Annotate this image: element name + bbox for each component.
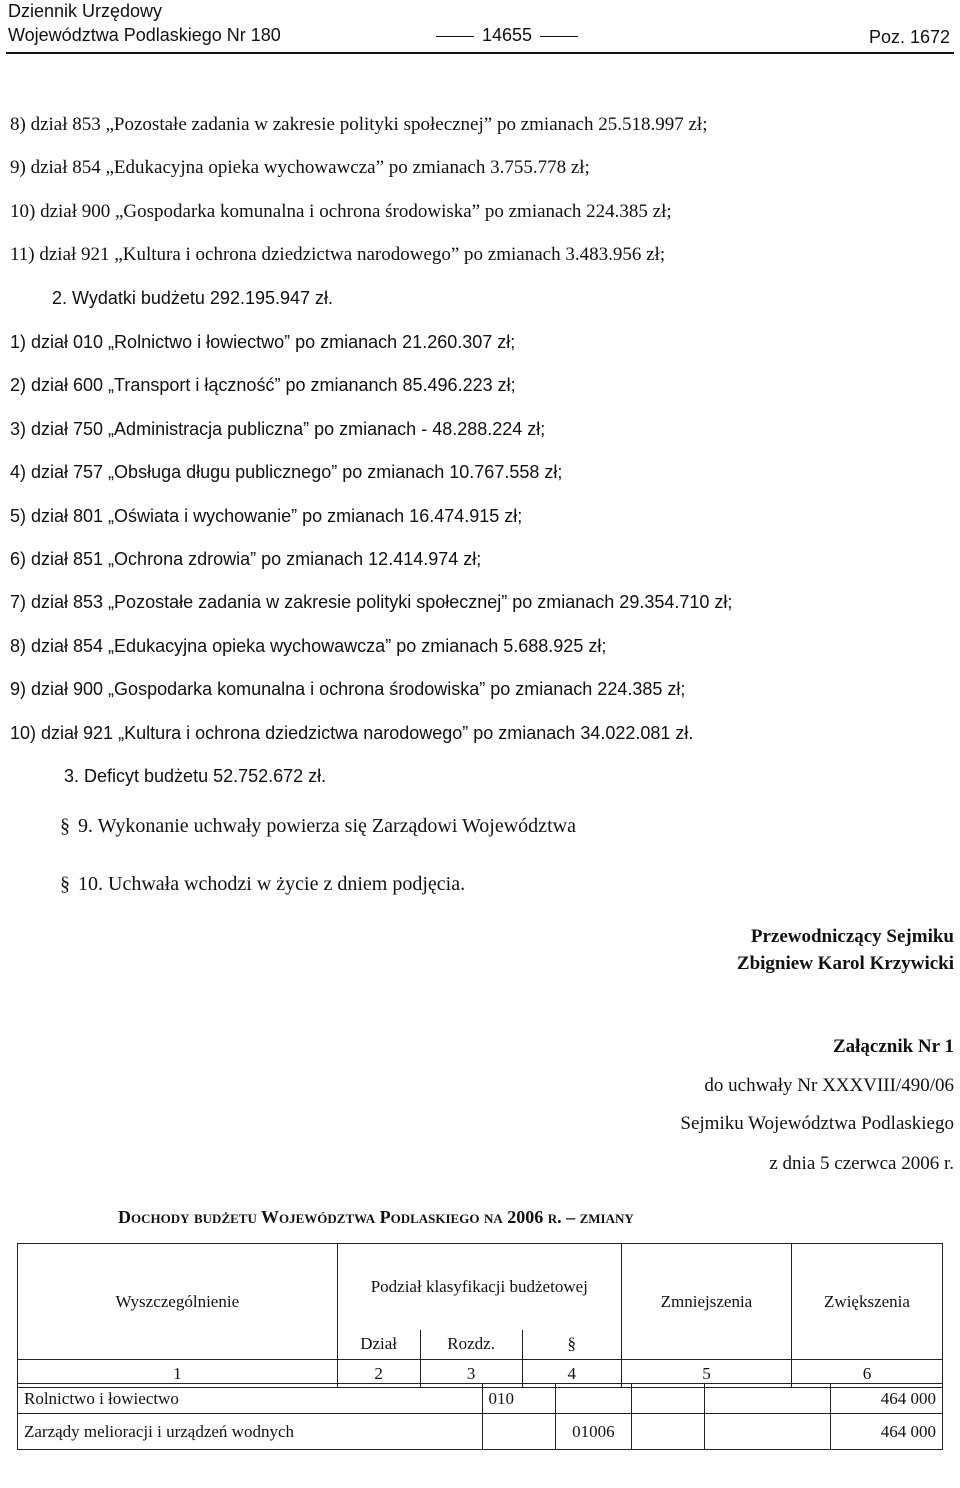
- attachment-date: z dnia 5 czerwca 2006 r.: [769, 1153, 954, 1174]
- section-9: § 9. Wykonanie uchwały powierza się Zarządowi Województwa: [60, 815, 576, 837]
- page-number: 14655: [428, 25, 586, 46]
- row-dzial: [482, 1414, 556, 1450]
- list-item: 8) dział 853 „Pozostałe zadania w zakresie polityki społecznej” po zmianach 25.518.997 zł;: [10, 114, 708, 135]
- col-increase: Zwiększenia: [791, 1244, 942, 1360]
- col-number: 2: [337, 1360, 420, 1388]
- expense-item: 10) dział 921 „Kultura i ochrona dziedzictwa narodowego” po zmianach 34.022.081 zł.: [10, 723, 694, 743]
- attachment-line: do uchwały Nr XXXVIII/490/06: [704, 1075, 954, 1096]
- row-description: Zarządy melioracji i urządzeń wodnych: [18, 1414, 483, 1450]
- table-row: [18, 1414, 943, 1450]
- col-description: Wyszczególnienie: [18, 1244, 338, 1360]
- row-description: Rolnictwo i łowiectwo: [18, 1384, 483, 1414]
- position-number: Poz. 1672: [868, 27, 950, 47]
- journal-subtitle: Województwa Podlaskiego Nr 180: [8, 25, 281, 45]
- col-rozdz: Rozdz.: [420, 1330, 522, 1360]
- table-title: Dochody budżetu Województwa Podlaskiego na 2006 r. – zmiany: [118, 1207, 634, 1227]
- expense-item: 6) dział 851 „Ochrona zdrowia” po zmianach 12.414.974 zł;: [10, 549, 482, 569]
- section-10: § 10. Uchwała wchodzi w życie z dniem podjęcia.: [60, 873, 466, 895]
- col-number: 5: [621, 1360, 791, 1388]
- col-decrease: Zmniejszenia: [621, 1244, 791, 1360]
- list-item: 10) dział 900 „Gospodarka komunalna i ochrona środowiska” po zmianach 224.385 zł;: [10, 201, 672, 222]
- expense-item: 7) dział 853 „Pozostałe zadania w zakresie polityki społecznej” po zmianach 29.354.710 zł;: [10, 592, 733, 612]
- attachment-line: Sejmiku Województwa Podlaskiego: [680, 1113, 954, 1134]
- row-dzial: 010: [482, 1384, 556, 1414]
- col-classification: Podział klasyfikacji budżetowej: [337, 1244, 621, 1330]
- attachment-title: Załącznik Nr 1: [832, 1036, 954, 1057]
- signature-role: Przewodniczący Sejmiku: [750, 926, 954, 947]
- list-item: 11) dział 921 „Kultura i ochrona dziedzictwa narodowego” po zmianach 3.483.956 zł;: [10, 244, 666, 265]
- col-dzial: Dział: [337, 1330, 420, 1360]
- expense-item: 5) dział 801 „Oświata i wychowanie” po zmianach 16.474.915 zł;: [10, 506, 523, 526]
- col-number: 3: [420, 1360, 522, 1388]
- expense-item: 3) dział 750 „Administracja publiczna” po zmianach - 48.288.224 zł;: [10, 419, 546, 439]
- list-item: 9) dział 854 „Edukacyjna opieka wychowawcza” po zmianach 3.755.778 zł;: [10, 157, 590, 178]
- header-divider: [6, 52, 954, 54]
- col-number: 6: [791, 1360, 942, 1388]
- row-increase: 464 000: [831, 1384, 943, 1414]
- col-paragraph: §: [522, 1330, 621, 1360]
- page-header: [0, 0, 960, 56]
- expense-item: 4) dział 757 „Obsługa długu publicznego” po zmianach 10.767.558 zł;: [10, 462, 563, 482]
- income-table-header: [17, 1243, 943, 1388]
- row-paragraph: [631, 1384, 705, 1414]
- expense-item: 2) dział 600 „Transport i łączność” po zmiananch 85.496.223 zł;: [10, 375, 516, 395]
- expense-item: 1) dział 010 „Rolnictwo i łowiectwo” po zmianach 21.260.307 zł;: [10, 332, 516, 352]
- signature-name: Zbigniew Karol Krzywicki: [736, 953, 954, 974]
- row-increase: 464 000: [831, 1414, 943, 1450]
- expense-item: 9) dział 900 „Gospodarka komunalna i ochrona środowiska” po zmianach 224.385 zł;: [10, 679, 686, 699]
- col-number: 4: [522, 1360, 621, 1388]
- deficit-line: 3. Deficyt budżetu 52.752.672 zł.: [64, 766, 327, 786]
- row-decrease: [705, 1414, 831, 1450]
- expense-item: 8) dział 854 „Edukacyjna opieka wychowawcza” po zmianach 5.688.925 zł;: [10, 636, 607, 656]
- row-rozdz: 01006: [556, 1414, 632, 1450]
- income-table-body: [17, 1383, 943, 1450]
- expenses-heading: 2. Wydatki budżetu 292.195.947 zł.: [52, 288, 334, 308]
- row-rozdz: [556, 1384, 632, 1414]
- col-number: 1: [18, 1360, 338, 1388]
- row-paragraph: [631, 1414, 705, 1450]
- journal-title: Dziennik Urzędowy: [8, 1, 163, 21]
- table-row: [18, 1384, 943, 1414]
- row-decrease: [705, 1384, 831, 1414]
